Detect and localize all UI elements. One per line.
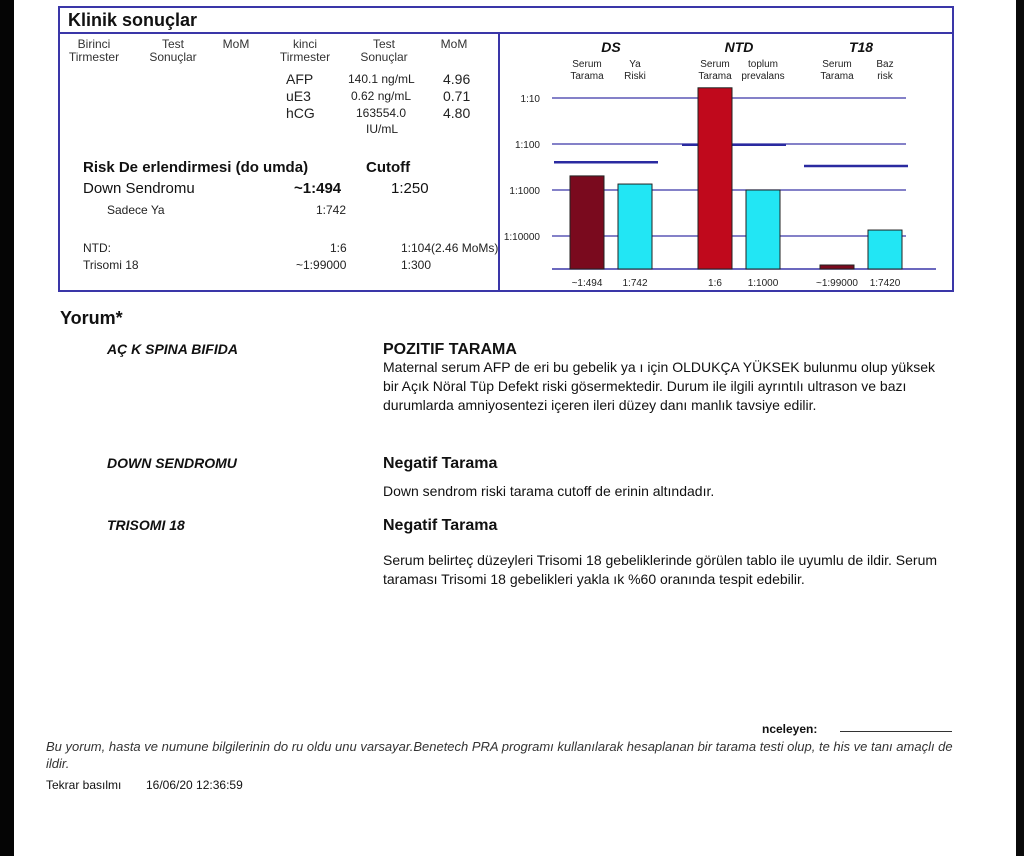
down-syndrome-label: Down Sendromu xyxy=(83,180,195,197)
header-mom-1: MoM xyxy=(222,37,250,51)
down-syndrome-cutoff: 1:250 xyxy=(391,180,429,197)
bar-T18-0 xyxy=(820,265,854,269)
header-test-results-1: Test Sonuçlar xyxy=(149,37,197,64)
bar-header-1-0-b: Tarama xyxy=(698,71,732,82)
bar-label-0-0: ~1:494 xyxy=(571,278,603,289)
bar-NTD-1 xyxy=(746,190,780,269)
signature-line xyxy=(840,731,952,732)
bar-DS-0 xyxy=(570,176,604,269)
group-title-1: NTD xyxy=(724,39,754,55)
header-second-trimester: kinci Tirmester xyxy=(279,37,331,64)
disclaimer-text: Bu yorum, hasta ve numune bilgilerinin do ru oldu unu varsayar.Benetech PRA programı kullanılarak hesaplanan bir tarama testi olup, te his ve tanı amaçlı de ildir. xyxy=(46,739,953,771)
bar-header-1-1-a: toplum xyxy=(747,59,779,70)
y-tick-label-1: 1:100 xyxy=(514,140,540,151)
comment-result-trisomy18: Negatif Tarama xyxy=(383,517,498,534)
marker-hcg-value: 163554.0 xyxy=(356,106,407,120)
header-test-results-2: Test Sonuçlar xyxy=(360,37,408,64)
comment-label-trisomy18: TRISOMI 18 xyxy=(107,517,185,533)
marker-afp-mom: 4.96 xyxy=(443,71,471,87)
bar-header-2-0-a: Serum xyxy=(822,59,852,70)
marker-ue3-value: 0.62 ng/mL xyxy=(351,89,412,103)
y-tick-label-0: 1:10 xyxy=(520,94,540,105)
bar-DS-1 xyxy=(618,184,652,269)
header-mom-2: MoM xyxy=(440,37,468,51)
comment-text-spina-bifida: Maternal serum AFP de eri bu gebelik ya ı için OLDUKÇA YÜKSEK bulunmu olup yüksek bir Açık Nöral Tüp Defekt riski gösermektedir. Durum ile ilgili ayrıntılı ultrason ve bazı durumlarda amniyosentezi içeren ileri düzey danı manlık tavsiye edilir. xyxy=(383,359,935,413)
bar-header-1-0-a: Serum xyxy=(700,59,730,70)
bar-header-2-1-a: Baz xyxy=(876,59,894,70)
bar-header-0-1-b: Riski xyxy=(624,71,646,82)
comment-text-down: Down sendrom riski tarama cutoff de erinin altındadır. xyxy=(383,483,715,499)
comment-label-spina-bifida: AÇ K SPINA BIFIDA xyxy=(107,341,238,357)
down-syndrome-risk: ~1:494 xyxy=(294,180,342,197)
marker-ue3-mom: 0.71 xyxy=(443,88,471,104)
reprint-label: Tekrar basılmı xyxy=(46,778,122,792)
bar-header-2-0-b: Tarama xyxy=(820,71,854,82)
bar-NTD-0 xyxy=(698,88,732,269)
bar-label-0-1: 1:742 xyxy=(622,278,648,289)
comment-result-down: Negatif Tarama xyxy=(383,455,498,472)
age-only-label: Sadece Ya xyxy=(107,203,165,217)
bar-label-1-0: 1:6 xyxy=(708,278,722,289)
clinical-results-title: Klinik sonuçlar xyxy=(68,10,198,30)
ntd-label: NTD: xyxy=(83,241,111,255)
bar-header-0-1-a: Ya xyxy=(629,59,641,70)
ntd-risk: 1:6 xyxy=(330,241,347,255)
bar-T18-1 xyxy=(868,230,902,269)
bar-label-1-1: 1:1000 xyxy=(747,278,779,289)
comment-title: Yorum* xyxy=(60,308,123,328)
age-only-risk: 1:742 xyxy=(316,203,347,217)
comment-result-spina-bifida: POZITIF TARAMA xyxy=(383,341,517,358)
group-title-2: T18 xyxy=(848,39,874,55)
trisomy18-cutoff: 1:300 xyxy=(401,258,432,272)
group-title-0: DS xyxy=(601,39,621,55)
marker-ue3-name: uE3 xyxy=(286,88,311,104)
marker-hcg-unit: IU/mL xyxy=(366,122,399,136)
y-tick-label-2: 1:1000 xyxy=(509,186,540,197)
y-tick-label-3: 1:10000 xyxy=(503,232,540,243)
bar-header-1-1-b: prevalans xyxy=(741,71,785,82)
trisomy18-label: Trisomi 18 xyxy=(83,258,139,272)
marker-hcg-name: hCG xyxy=(286,105,315,121)
bar-label-2-1: 1:7420 xyxy=(869,278,901,289)
header-first-trimester: Birinci Tirmester xyxy=(68,37,120,64)
risk-heading: Risk De erlendirmesi (do umda) xyxy=(83,159,309,176)
scan-edge-right xyxy=(1016,0,1024,856)
reprint-date: 16/06/20 12:36:59 xyxy=(146,778,243,792)
cutoff-heading: Cutoff xyxy=(366,159,411,176)
bar-label-2-0: ~1:99000 xyxy=(816,278,858,289)
reviewer-label: nceleyen: xyxy=(762,722,818,736)
ntd-cutoff: 1:104(2.46 MoMs) xyxy=(401,241,499,255)
bar-header-2-1-b: risk xyxy=(877,71,893,82)
bar-header-0-0-b: Tarama xyxy=(570,71,604,82)
bar-header-0-0-a: Serum xyxy=(572,59,602,70)
marker-hcg-mom: 4.80 xyxy=(443,105,471,121)
marker-afp-name: AFP xyxy=(286,71,314,87)
comment-text-trisomy18: Serum belirteç düzeyleri Trisomi 18 gebeliklerinde görülen tablo ile uyumlu de ildir. Serum taraması Trisomi 18 gebelikleri yakla ık %60 oranında tespit edebilir. xyxy=(383,552,938,587)
scan-edge-left xyxy=(0,0,14,856)
comment-label-down: DOWN SENDROMU xyxy=(107,455,237,471)
trisomy18-risk: ~1:99000 xyxy=(296,258,347,272)
marker-afp-value: 140.1 ng/mL xyxy=(348,72,415,86)
risk-bar-chart xyxy=(500,34,952,290)
